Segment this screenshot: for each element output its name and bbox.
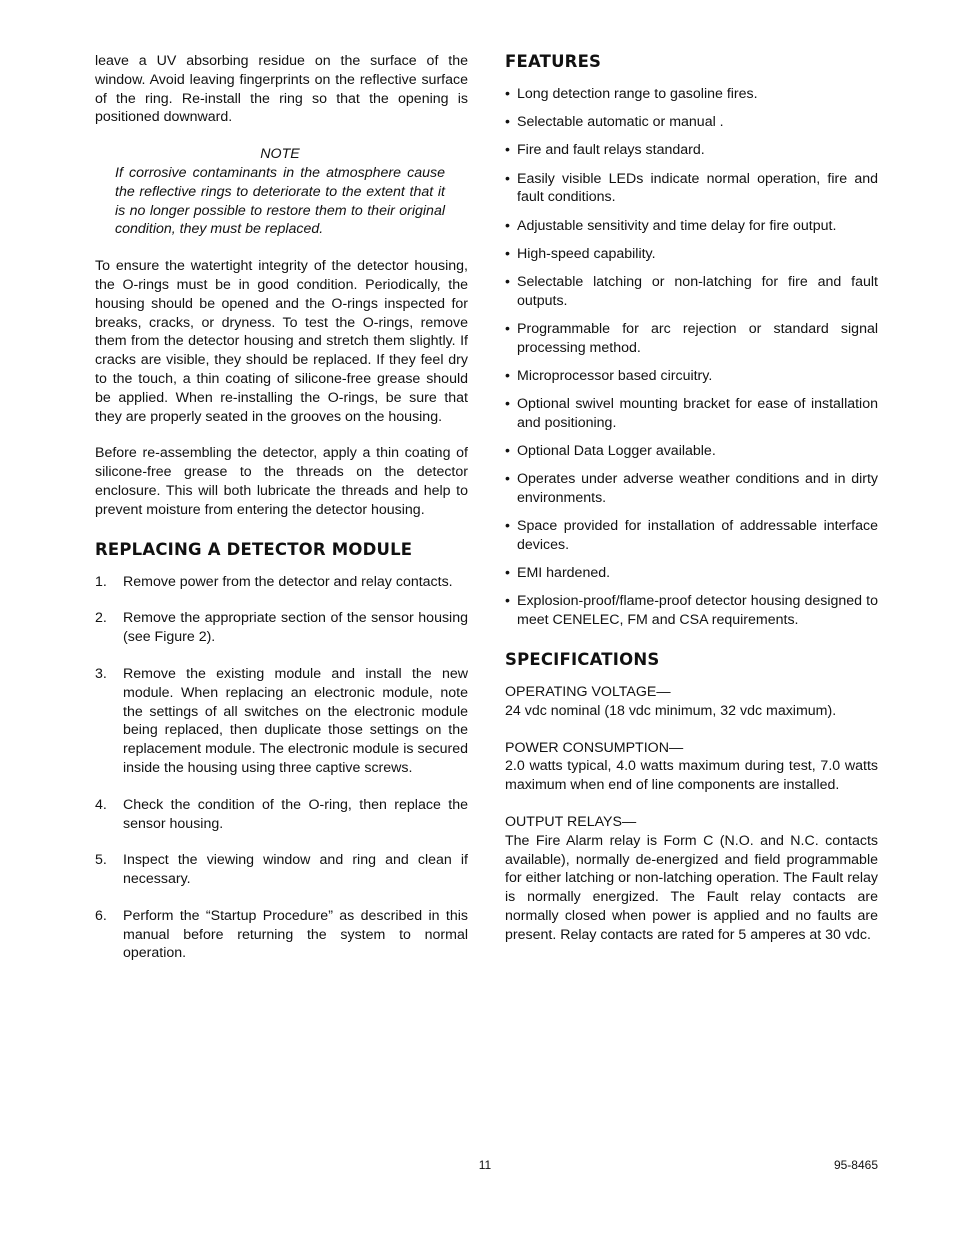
bullet: • <box>505 565 510 582</box>
feature-item <box>505 320 878 358</box>
feature-text: Microprocessor based circuitry. <box>517 367 713 384</box>
step-text: Inspect the viewing window and ring and clean if necessary. <box>123 852 468 888</box>
replacing-module-heading: REPLACING A DETECTOR MODULE <box>95 539 413 559</box>
bullet: • <box>505 170 510 187</box>
page-number: 11 <box>478 1158 492 1172</box>
feature-text: Explosion-proof/flame-proof detector housing designed to meet CENELEC, FM and CSA requirements. <box>517 593 878 629</box>
step-text: Remove the appropriate section of the sensor housing (see Figure 2). <box>123 610 468 646</box>
step-item <box>95 796 468 834</box>
spec-text: 2.0 watts typical, 4.0 watts maximum during test, 7.0 watts maximum when end of line components are installed. <box>505 758 878 794</box>
step-number: 4. <box>95 796 107 813</box>
feature-item <box>505 217 878 236</box>
o-ring-paragraph: To ensure the watertight integrity of the detector housing, the O-rings must be in good condition. Periodically, the housing should be opened and the O-rings inspected for breaks, cracks, or dryness. To test the O-rings, remove them from the detector housing and stretch them slightly. If cracks are visible, they should be replaced. If they feel dry to the touch, a thin coating of silicone-free grease should be applied. When re-installing the O-rings, be sure that they are properly seated in the grooves on the housing. <box>95 258 468 425</box>
step-number: 3. <box>95 665 107 682</box>
spec-output-relays <box>505 813 878 945</box>
step-text: Remove the existing module and install the new module. When replacing an electronic module, note the settings of all switches on the electronic module being replaced, then duplicate those settings on the replacement module. The electronic module is secured inside the housing using three captive screws. <box>123 665 468 776</box>
bullet: • <box>505 320 510 337</box>
step-item <box>95 851 468 889</box>
features-list <box>505 85 878 630</box>
features-heading: FEATURES <box>505 52 602 71</box>
bullet: • <box>505 114 510 131</box>
step-item <box>95 665 468 778</box>
left-column <box>95 52 468 981</box>
feature-text: Adjustable sensitivity and time delay for fire output. <box>517 217 837 234</box>
spec-label: OPERATING VOLTAGE— <box>505 684 671 700</box>
specifications-heading: SPECIFICATIONS <box>505 650 660 669</box>
feature-item <box>505 170 878 208</box>
window-cleaning-paragraph: leave a UV absorbing residue on the surface of the window. Avoid leaving fingerprints on the reflective surface of the ring. Re-install the ring so that the opening is positioned downward. <box>95 53 468 126</box>
step-item <box>95 609 468 647</box>
feature-item <box>505 442 878 461</box>
step-number: 6. <box>95 907 107 924</box>
note-block <box>115 145 445 239</box>
feature-item <box>505 367 878 386</box>
step-text: Check the condition of the O-ring, then replace the sensor housing. <box>123 796 468 832</box>
note-title: NOTE <box>260 146 300 163</box>
feature-text: Selectable latching or non-latching for fire and fault outputs. <box>517 273 878 309</box>
spec-label: OUTPUT RELAYS— <box>505 813 637 830</box>
feature-text: Easily visible LEDs indicate normal operation, fire and fault conditions. <box>517 170 878 206</box>
bullet: • <box>505 443 510 460</box>
feature-item <box>505 470 878 508</box>
feature-item <box>505 245 878 264</box>
bullet: • <box>505 518 510 535</box>
step-number: 5. <box>95 852 107 869</box>
step-text: Remove power from the detector and relay contacts. <box>123 573 453 590</box>
feature-item <box>505 592 878 630</box>
feature-item <box>505 517 878 555</box>
right-column <box>505 52 878 963</box>
feature-text: Optional swivel mounting bracket for ease of installation and positioning. <box>517 396 878 431</box>
feature-text: Operates under adverse weather conditions and in dirty environments. <box>517 471 878 507</box>
bullet: • <box>505 86 510 102</box>
reassembly-paragraph: Before re-assembling the detector, apply a thin coating of silicone-free grease to the threads on the detector enclosure. This will both lubricate the threads and help to prevent moisture from entering the detector housing. <box>95 445 468 518</box>
step-number: 1. <box>95 573 107 590</box>
document-number: 95-8465 <box>833 1158 878 1172</box>
feature-item <box>505 85 878 104</box>
step-item <box>95 907 468 963</box>
bullet: • <box>505 217 510 234</box>
bullet: • <box>505 471 510 488</box>
feature-text: Programmable for arc rejection or standard signal processing method. <box>517 320 878 356</box>
feature-text: Space provided for installation of addressable interface devices. <box>517 518 878 554</box>
spec-text: The Fire Alarm relay is Form C (N.O. and N.C. contacts available), normally de-energized and field programmable for either latching or non-latching operation. The Fault relay is normally energized. The Fault relay contacts are normally closed when power is applied and no faults are present. Relay contacts are rated for 5 amperes at 30 vdc. <box>505 832 878 943</box>
spec-label: POWER CONSUMPTION— <box>505 739 684 756</box>
feature-item <box>505 141 878 160</box>
feature-item <box>505 564 878 583</box>
spec-power-consumption <box>505 739 878 795</box>
bullet: • <box>505 273 510 290</box>
bullet: • <box>505 245 510 262</box>
feature-text: Selectable automatic or manual . <box>517 114 724 131</box>
bullet: • <box>505 593 510 610</box>
step-item <box>95 573 468 592</box>
feature-item <box>505 395 878 433</box>
note-body: If corrosive contaminants in the atmosphere cause the reflective rings to deteriorate to the extent that it is no longer possible to restore them to their original condition, they must be replaced. <box>115 164 445 238</box>
step-number: 2. <box>95 610 107 627</box>
bullet: • <box>505 396 510 413</box>
step-text: Perform the “Startup Procedure” as described in this manual before returning the system to normal operation. <box>123 907 468 962</box>
feature-text: Long detection range to gasoline fires. <box>517 86 758 102</box>
feature-item <box>505 113 878 132</box>
replacement-steps-list <box>95 573 468 964</box>
spec-text: 24 vdc nominal (18 vdc minimum, 32 vdc maximum). <box>505 702 837 719</box>
bullet: • <box>505 367 510 384</box>
feature-item <box>505 273 878 311</box>
bullet: • <box>505 142 510 159</box>
spec-operating-voltage <box>505 683 878 721</box>
feature-text: EMI hardened. <box>517 565 611 582</box>
feature-text: High-speed capability. <box>517 245 656 262</box>
feature-text: Fire and fault relays standard. <box>517 142 705 159</box>
feature-text: Optional Data Logger available. <box>517 443 716 460</box>
